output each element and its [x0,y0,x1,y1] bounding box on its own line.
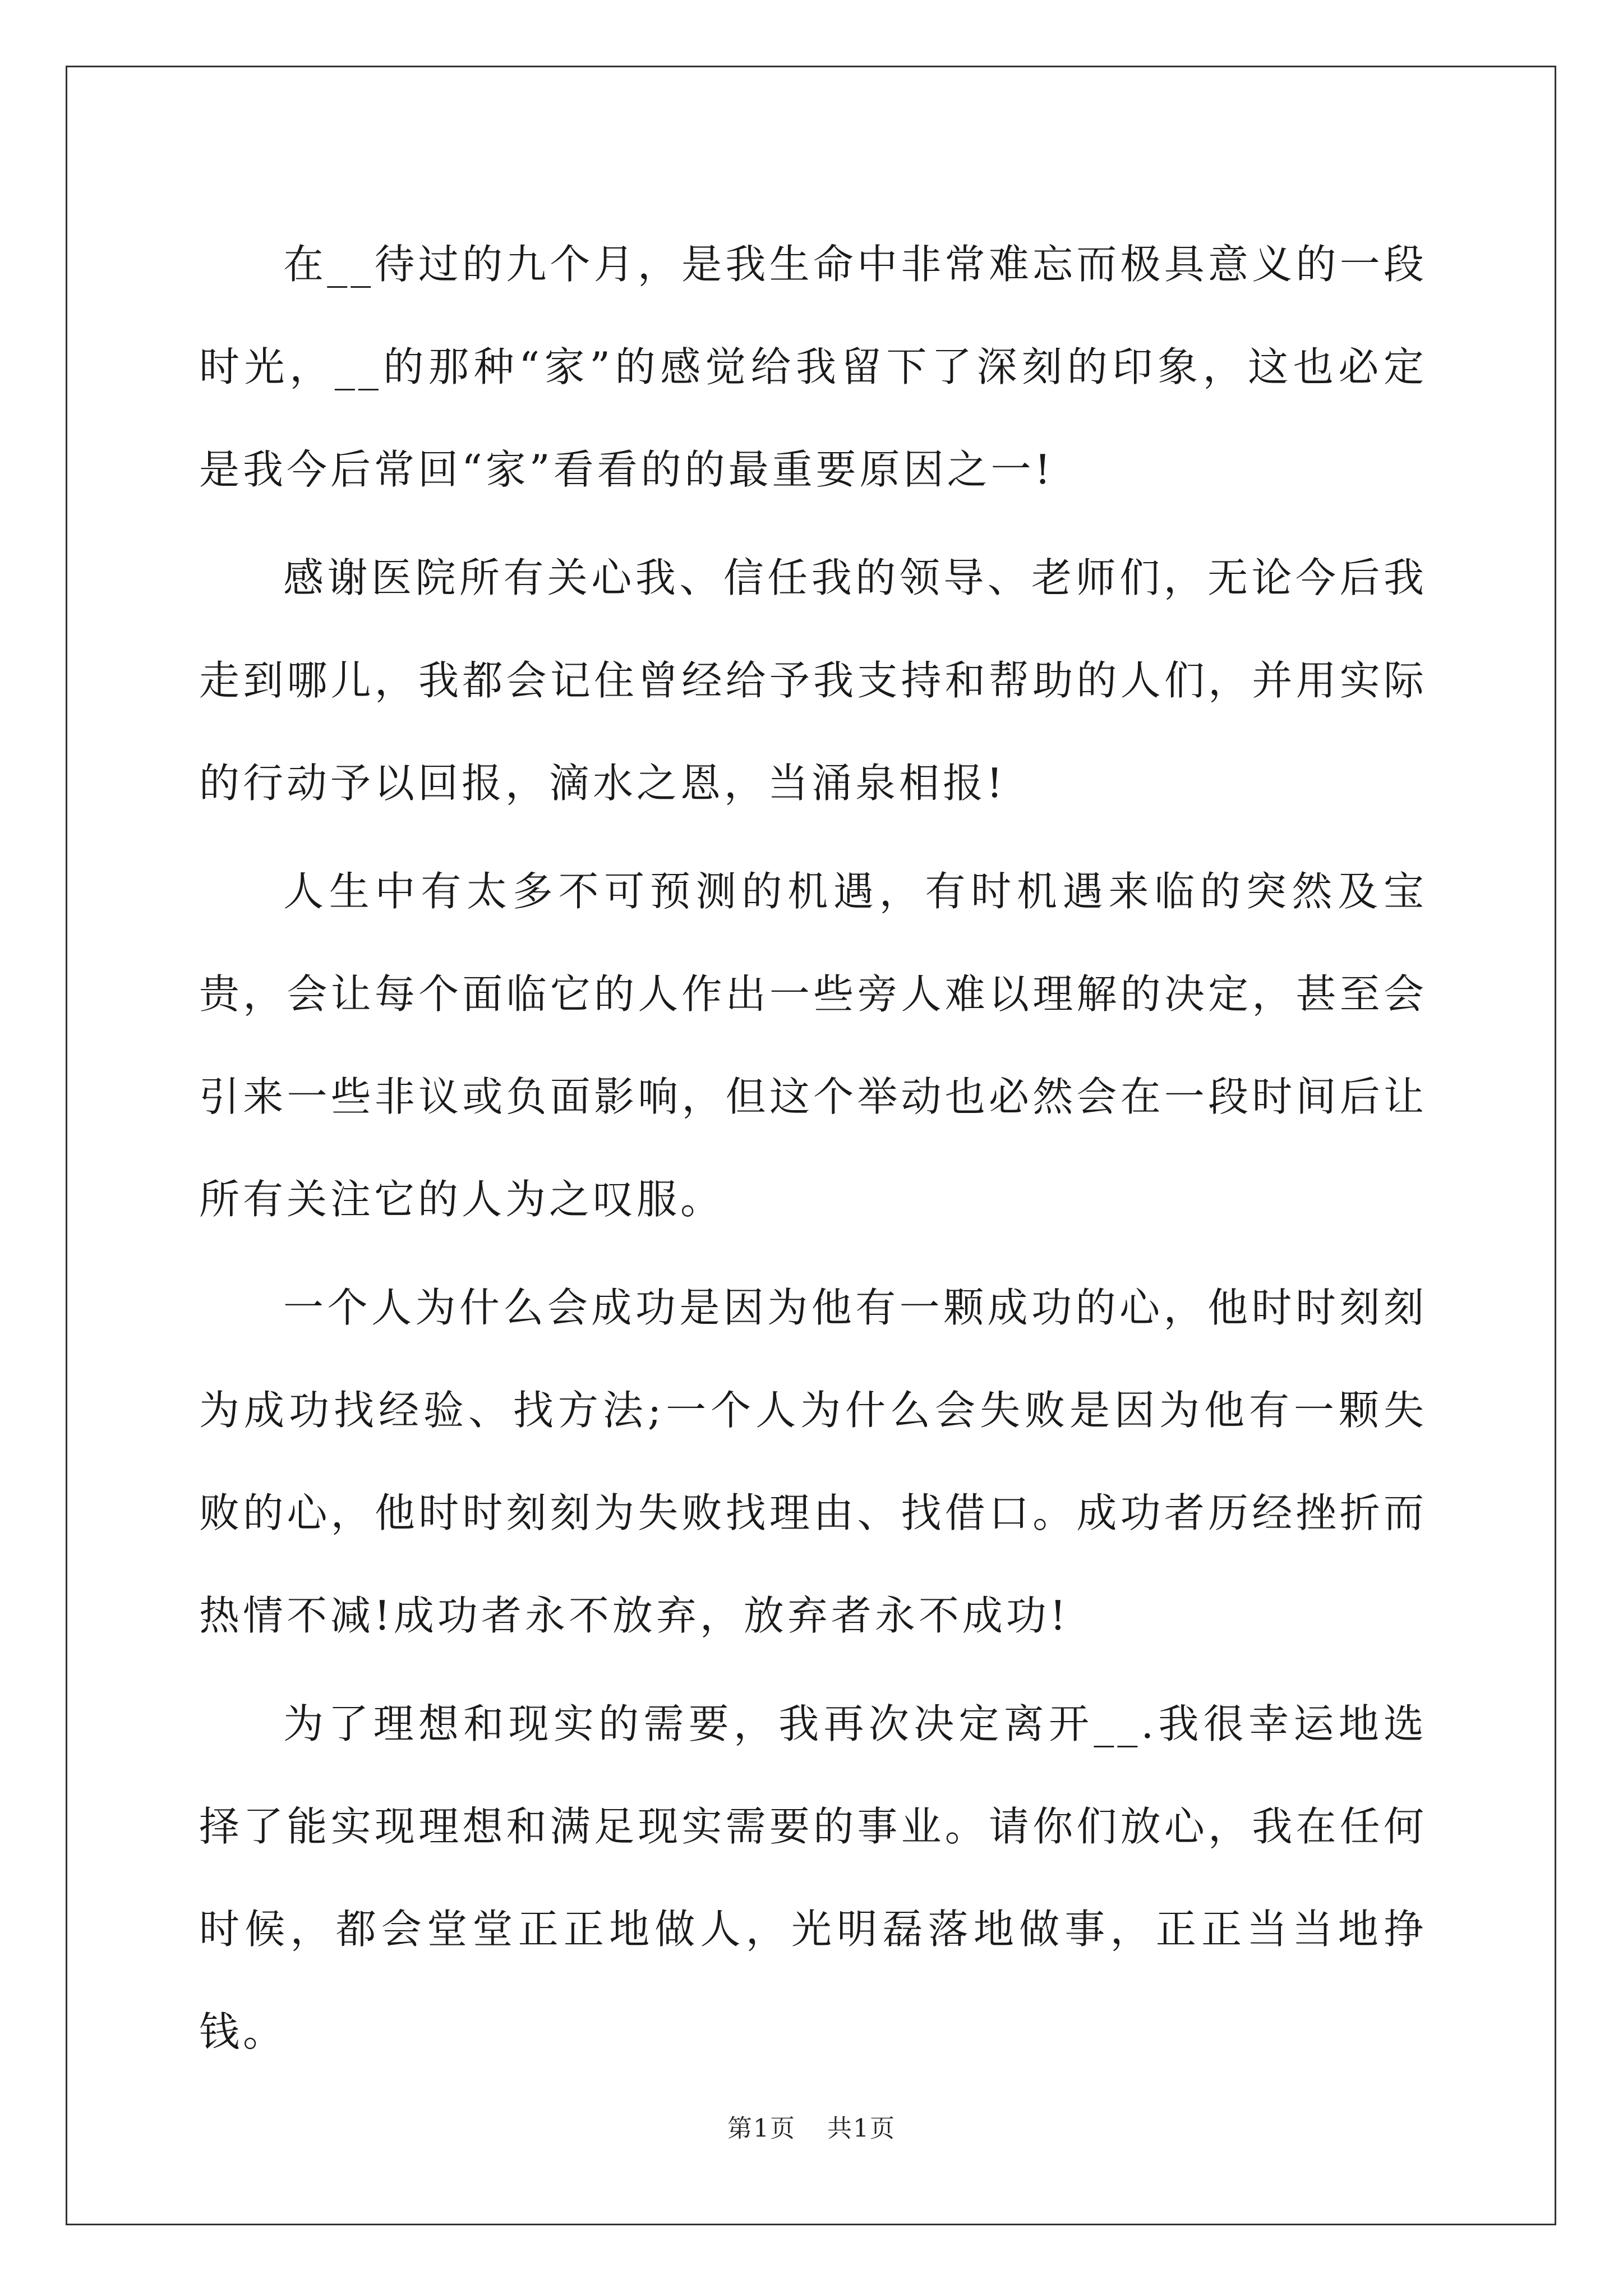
paragraph-3: 人生中有太多不可预测的机遇，有时机遇来临的突然及宝贵，会让每个面临它的人作出一些旁人难以理解的决定，甚至会引来一些非议或负面影响，但这个举动也必然会在一段时间后让所有关注它的人为之叹服。 [199,868,1427,1223]
paragraph-5: 为了理想和现实的需要，我再次决定离开__.我很幸运地选择了能实现理想和满足现实需要的事业。请你们放心，我在任何时候，都会堂堂正正地做人，光明磊落地做事，正正当当地挣钱。 [199,1700,1427,2055]
page-number-total: 共1页 [827,2114,896,2143]
paragraph-2: 感谢医院所有关心我、信任我的领导、老师们，无论今后我走到哪儿，我都会记住曾经给予我支持和帮助的人们，并用实际的行动予以回报，滴水之恩，当涌泉相报! [199,554,1427,807]
page-footer [0,2112,1623,2146]
document-body [199,213,1427,2089]
page-number-current: 第1页 [727,2114,796,2143]
paragraph-4: 一个人为什么会成功是因为他有一颗成功的心，他时时刻刻为成功找经验、找方法;一个人为什么会失败是因为他有一颗失败的心，他时时刻刻为失败找理由、找借口。成功者历经挫折而热情不减!成功者永不放弃，放弃者永不成功! [199,1284,1427,1639]
paragraph-1: 在__待过的九个月，是我生命中非常难忘而极具意义的一段时光，__的那种“家”的感觉给我留下了深刻的印象，这也必定是我今后常回“家”看看的的最重要原因之一! [199,241,1427,493]
